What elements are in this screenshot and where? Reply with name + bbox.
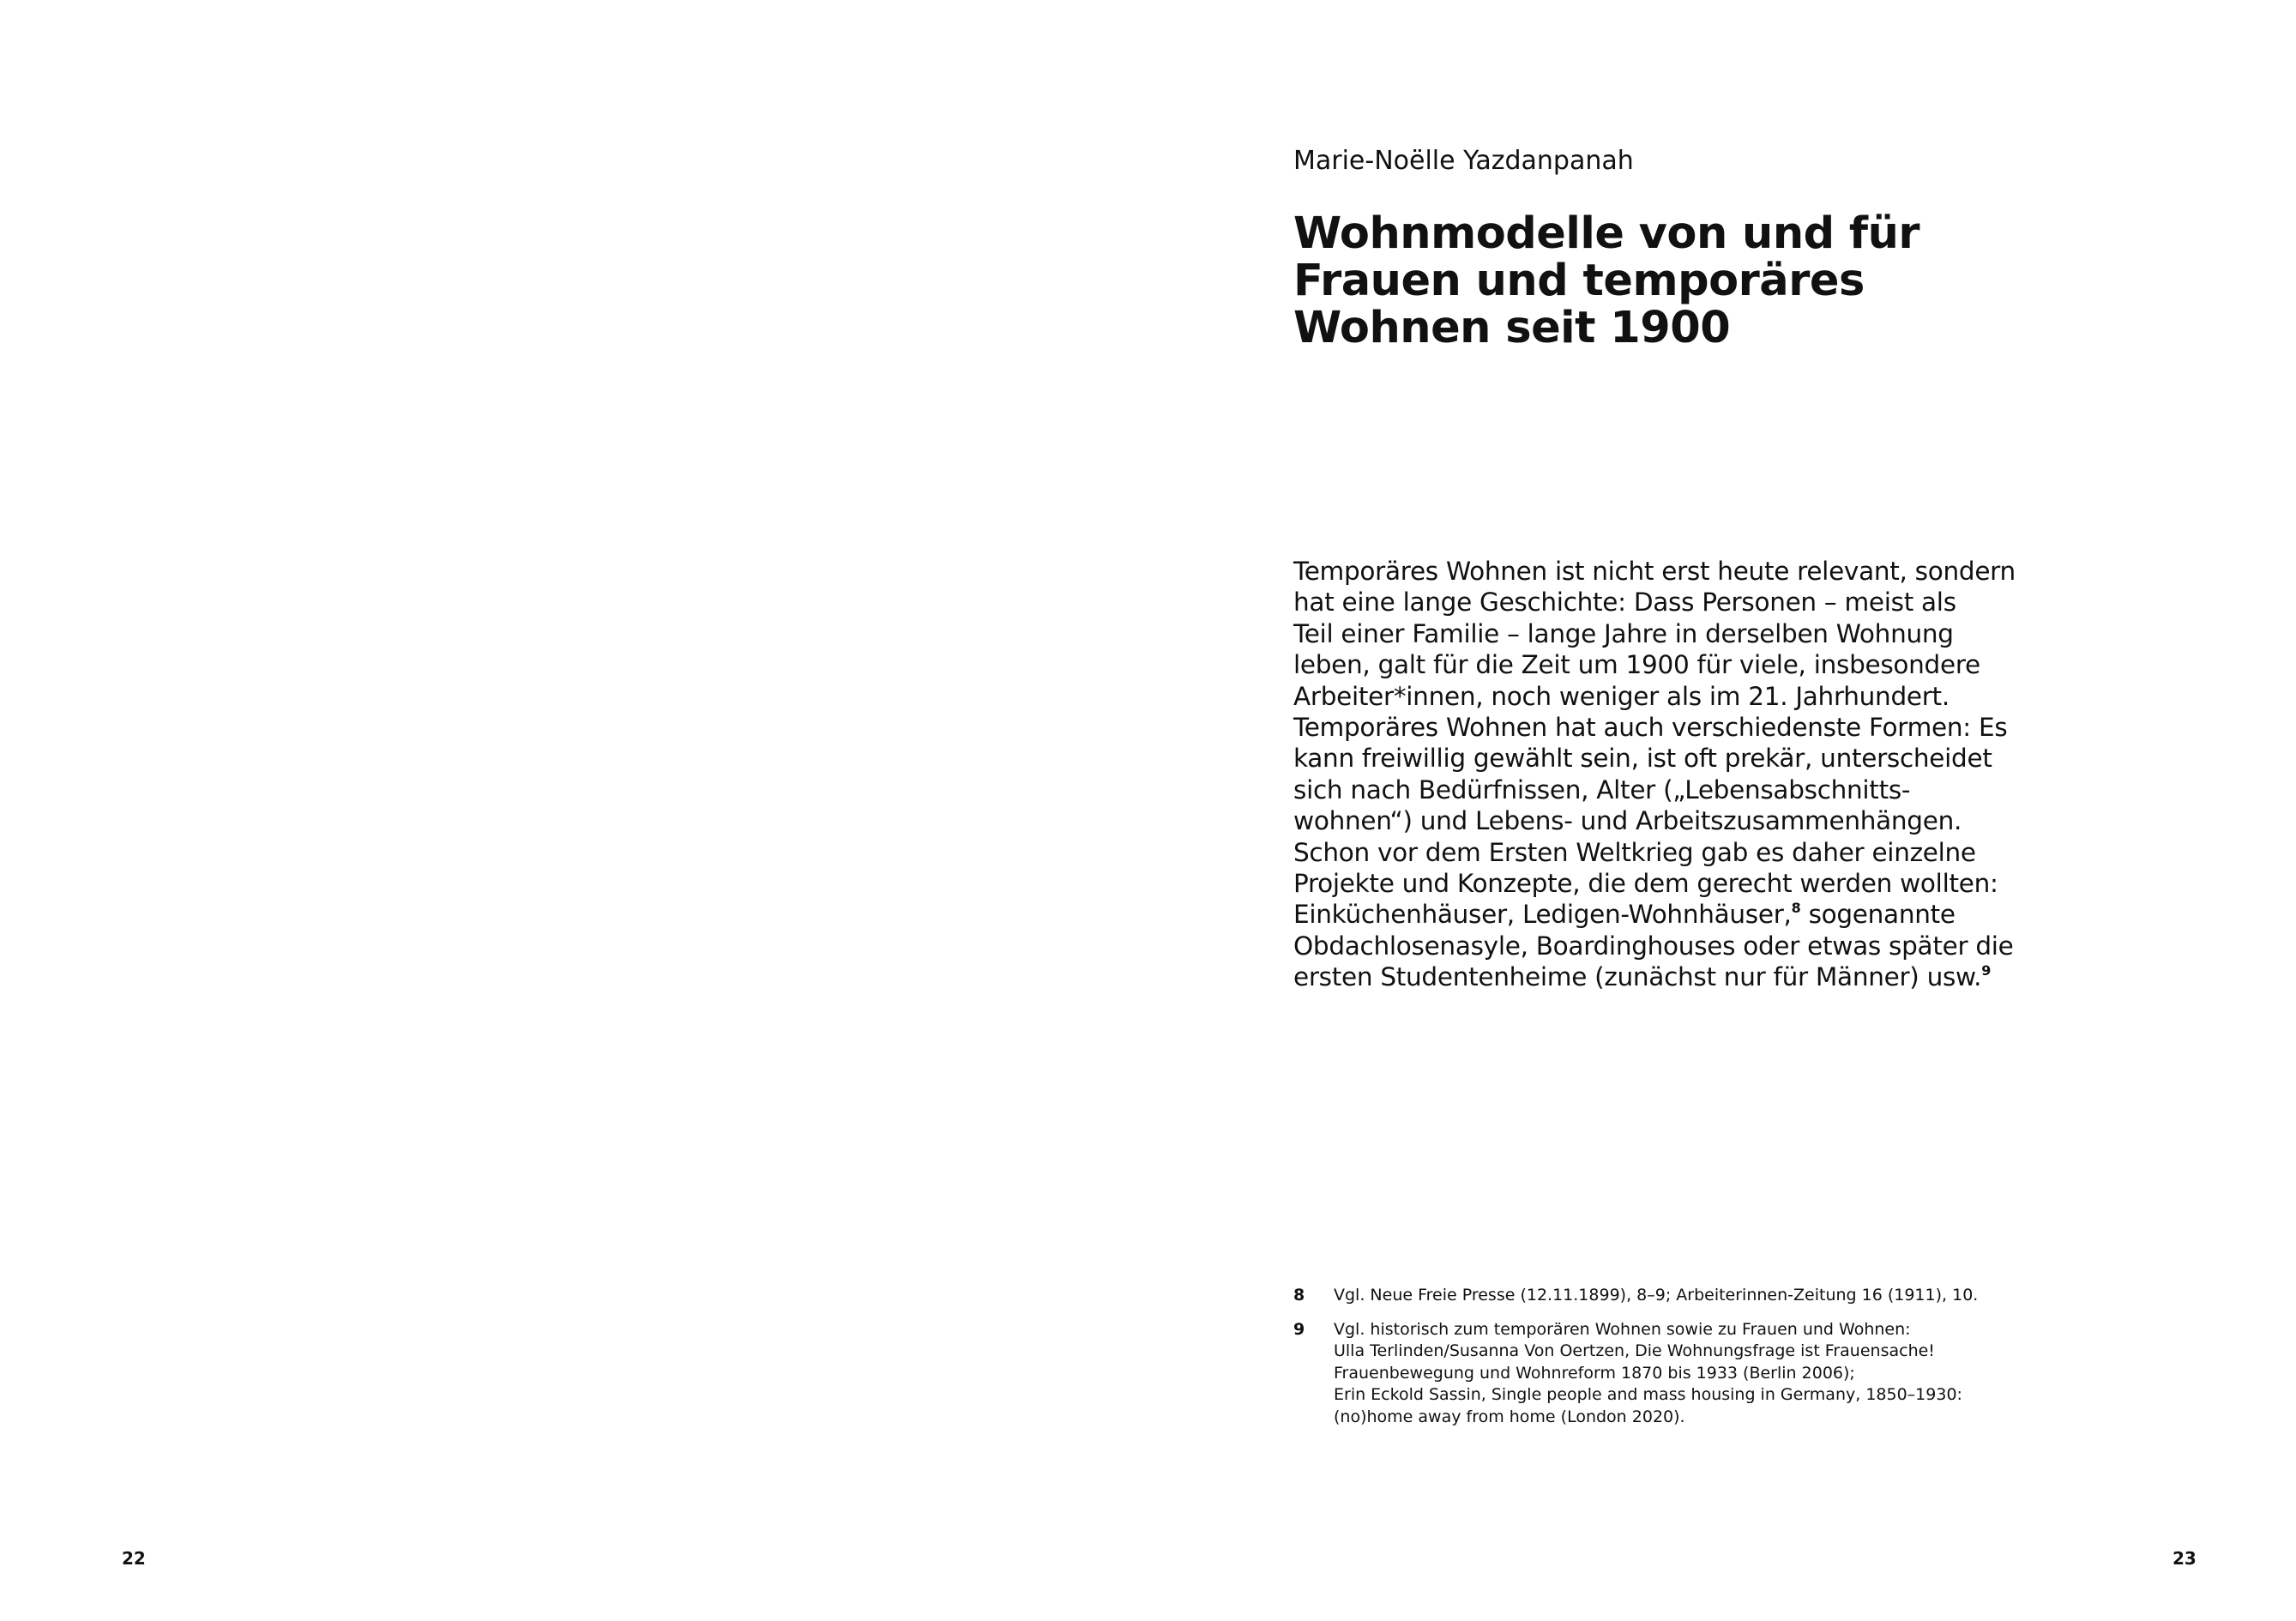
body-line-3: Teil einer Familie – lange Jahre in derselben Wohnung: [1293, 618, 1954, 648]
body-line-4: leben, galt für die Zeit um 1900 für viele, insbesondere: [1293, 650, 1980, 680]
footnote-8: [1293, 1285, 1979, 1307]
page-number-left: 22: [122, 1548, 146, 1569]
body-line-8: sich nach Bedürfnissen, Alter („Lebensabschnitts-: [1293, 774, 1911, 804]
body-line-11: Projekte und Konzepte, die dem gerecht werden wollten:: [1293, 869, 1998, 899]
footnotes: [1293, 1285, 1979, 1440]
footnote-number-9: 9: [1293, 1319, 1305, 1339]
body-line-5: Arbeiter*innen, noch weniger als im 21. Jahrhundert.: [1293, 681, 1949, 711]
body-paragraph: [1293, 556, 2016, 993]
body-line-6: Temporäres Wohnen hat auch verschiedenste Formen: Es: [1293, 713, 2008, 743]
article-title: [1293, 210, 1945, 352]
body-line-2: hat eine lange Geschichte: Dass Personen – meist als: [1293, 588, 1956, 618]
title-line-1: Wohnmodelle von und für: [1293, 208, 1920, 259]
body-line-12-tail: sogenannte: [1808, 900, 1956, 930]
footnote-9-line-1: Vgl. historisch zum temporären Wohnen sowie zu Frauen und Wohnen:: [1334, 1319, 1911, 1339]
body-line-12: [1293, 899, 2005, 930]
footnote-ref-9[interactable]: 9: [1981, 962, 1992, 979]
body-line-10: Schon vor dem Ersten Weltkrieg gab es daher einzelne: [1293, 837, 1976, 867]
body-line-9: wohnen“) und Lebens- und Arbeitszusammenhängen.: [1293, 806, 1962, 836]
title-line-3: Wohnen seit 1900: [1293, 303, 1731, 353]
footnote-text-8: [1334, 1285, 1979, 1307]
footnote-8-line-1: Vgl. Neue Freie Presse (12.11.1899), 8–9; Arbeiterinnen-Zeitung 16 (1911), 10.: [1334, 1286, 1979, 1305]
page-number-right: 23: [2172, 1548, 2197, 1569]
body-line-7: kann freiwillig gewählt sein, ist oft prekär, unterscheidet: [1293, 744, 1992, 774]
footnote-text-9: [1334, 1319, 1962, 1429]
footnote-9-line-5: (no)home away from home (London 2020).: [1334, 1407, 1685, 1426]
footnote-9-line-2: Ulla Terlinden/Susanna Von Oertzen, Die Wohnungsfrage ist Frauensache!: [1334, 1341, 1935, 1360]
footnote-9-line-4: Erin Eckold Sassin, Single people and mass housing in Germany, 1850–1930:: [1334, 1385, 1962, 1404]
author-name: Marie-Noëlle Yazdanpanah: [1293, 146, 1634, 176]
footnote-9: [1293, 1319, 1962, 1429]
footnote-number-8: 8: [1293, 1286, 1305, 1305]
body-line-12-text: Einküchenhäuser, Ledigen-Wohnhäuser,: [1293, 900, 1792, 930]
body-line-14: [1293, 961, 2005, 992]
body-line-13: Obdachlosenasyle, Boardinghouses oder etwas später die: [1293, 931, 2014, 961]
body-line-14-text: ersten Studentenheime (zunächst nur für Männer) usw.: [1293, 962, 1982, 992]
footnote-ref-8[interactable]: 8: [1791, 900, 1801, 917]
body-line-1: Temporäres Wohnen ist nicht erst heute relevant, sondern: [1293, 557, 2016, 586]
footnote-9-line-3: Frauenbewegung und Wohnreform 1870 bis 1933 (Berlin 2006);: [1334, 1363, 1855, 1383]
title-line-2: Frauen und temporäres: [1293, 256, 1865, 306]
